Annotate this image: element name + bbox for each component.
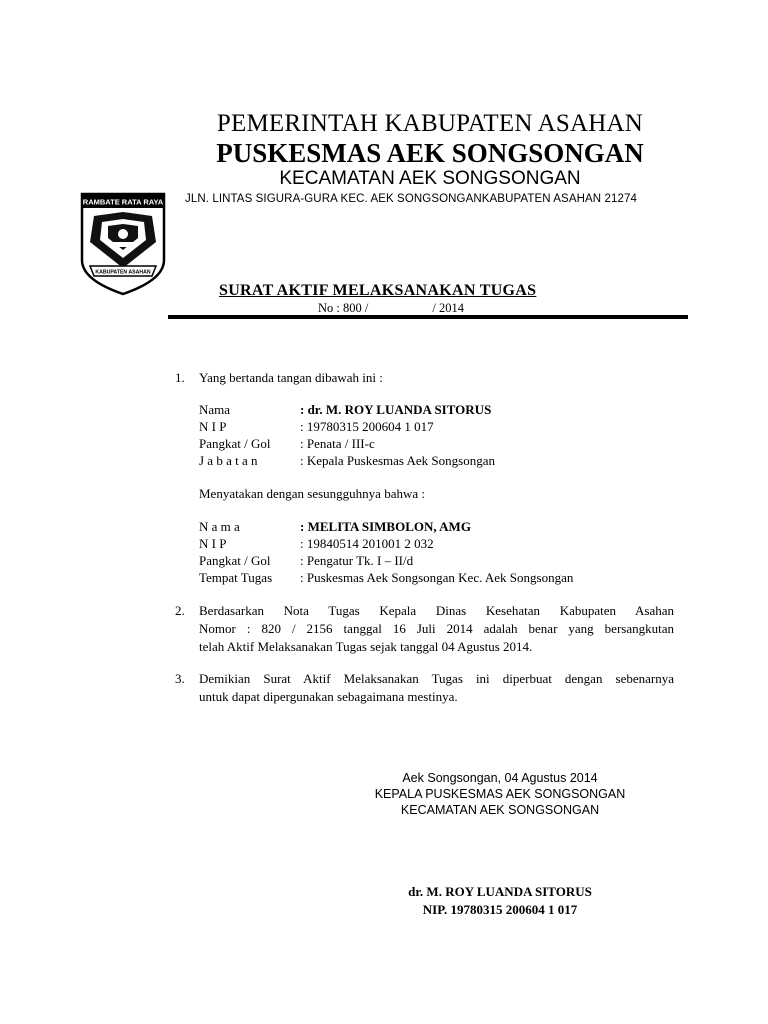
document-number-suffix: / 2014 [432,301,464,315]
signer-rank-label: Pangkat / Gol [199,436,271,451]
section3-number: 3. [175,671,185,686]
regency-crest-icon [80,192,166,296]
section2-line: Berdasarkan Nota Tugas Kepala Dinas Kesehatan Kabupaten Asahan [199,603,674,618]
subject-rank-value: : Pengatur Tk. I – II/d [300,553,414,568]
letterhead-government: PEMERINTAH KABUPATEN ASAHAN [216,110,644,137]
signature-name: dr. M. ROY LUANDA SITORUS [408,884,592,899]
signer-name-label: Nama [199,402,231,417]
signer-position-value: : Kepala Puskesmas Aek Songsongan [300,453,495,468]
document-number [318,301,464,316]
signer-name-value: : dr. M. ROY LUANDA SITORUS [300,402,492,417]
subject-nip-label: N I P [199,536,227,551]
signer-office: KEPALA PUSKESMAS AEK SONGSONGAN [374,787,626,801]
section3-paragraph [199,670,674,706]
letterhead-divider [168,315,688,319]
document-title: SURAT AKTIF MELAKSANAKAN TUGAS [219,282,537,299]
letterhead-address: JLN. LINTAS SIGURA-GURA KEC. AEK SONGSONGANKABUPATEN ASAHAN 21274 [185,193,637,205]
signature-nip: NIP. 19780315 200604 1 017 [422,902,578,917]
subject-rank-label: Pangkat / Gol [199,553,271,568]
subject-name-value: : MELITA SIMBOLON, AMG [300,519,471,534]
section1-intro: Yang bertanda tangan dibawah ini : [199,370,383,385]
crest-banner-text: RAMBATE RATA RAYA [82,197,164,207]
section2-line: telah Aktif Melaksanakan Tugas sejak tanggal 04 Agustus 2014. [199,639,533,654]
statement-text: Menyatakan dengan sesungguhnya bahwa : [199,486,425,501]
section2-line: Nomor : 820 / 2156 tanggal 16 Juli 2014 adalah benar yang bersangkutan [199,621,674,636]
signer-office-district: KECAMATAN AEK SONGSONGAN [400,803,600,817]
letterhead-district: KECAMATAN AEK SONGSONGAN [279,168,581,189]
letterhead-institution: PUSKESMAS AEK SONGSONGAN [216,138,644,168]
section2-paragraph [199,602,674,656]
subject-nip-value: : 19840514 201001 2 032 [300,536,434,551]
section1-number: 1. [175,370,185,385]
subject-workplace-label: Tempat Tugas [199,570,273,585]
section2-number: 2. [175,603,185,618]
document-number-prefix: No : 800 / [318,301,369,315]
signer-nip-label: N I P [199,419,227,434]
signer-position-label: J a b a t a n [199,453,258,468]
place-date: Aek Songsongan, 04 Agustus 2014 [402,771,598,785]
subject-name-label: N a m a [199,519,240,534]
section3-line: untuk dapat dipergunakan sebagaimana mestinya. [199,689,458,704]
crest-ribbon-text: KABUPATEN ASAHAN [95,269,151,276]
subject-workplace-value: : Puskesmas Aek Songsongan Kec. Aek Songsongan [300,570,574,585]
signer-nip-value: : 19780315 200604 1 017 [300,419,434,434]
signer-rank-value: : Penata / III-c [300,436,375,451]
section3-line: Demikian Surat Aktif Melaksanakan Tugas ini diperbuat dengan sebenarnya [199,671,674,686]
